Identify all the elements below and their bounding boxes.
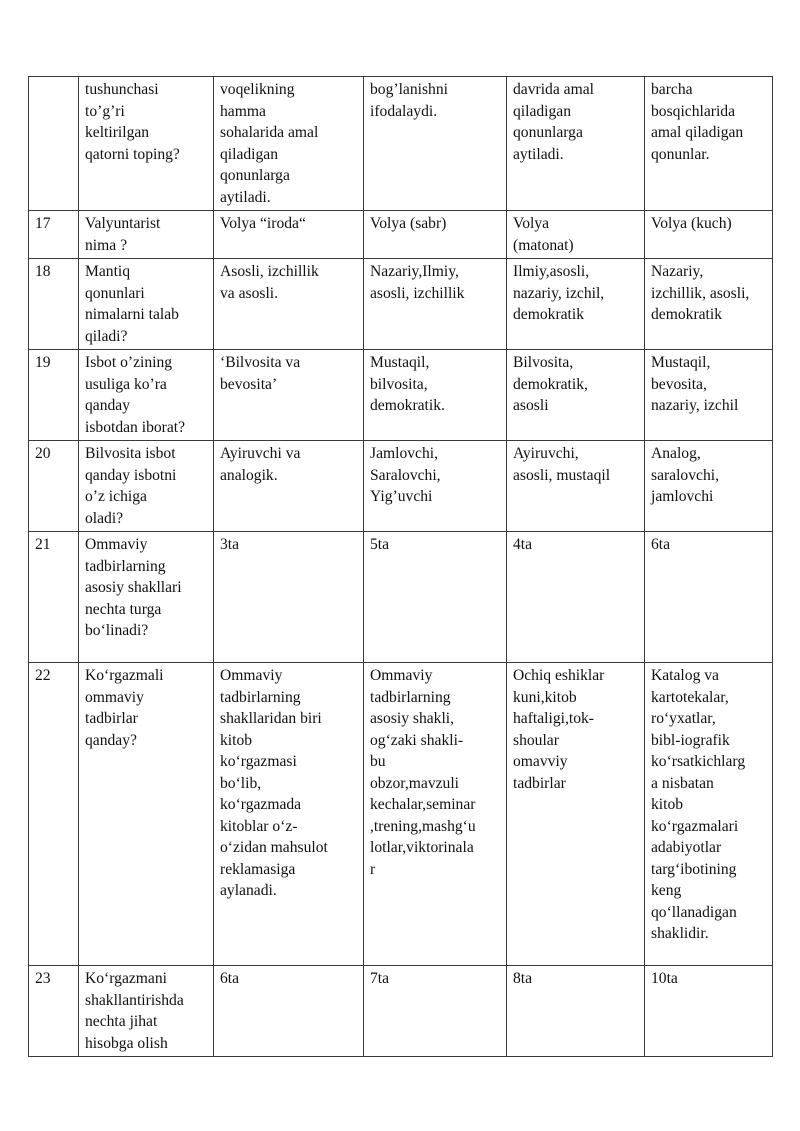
question-number: 20	[29, 441, 79, 532]
quiz-table-body	[29, 77, 773, 1057]
option-c: 4ta	[507, 532, 645, 663]
question-number: 18	[29, 259, 79, 350]
option-c: davrida amal qiladigan qonunlarga aytiladi.	[507, 77, 645, 211]
question-number: 21	[29, 532, 79, 663]
option-b: Jamlovchi, Saralovchi, Yig’uvchi	[364, 441, 507, 532]
question-text: Mantiq qonunlari nimalarni talab qiladi?	[79, 259, 214, 350]
question-number: 17	[29, 211, 79, 259]
question-number	[29, 77, 79, 211]
option-d: Katalog va kartotekalar, ro‘yxatlar, bibl-iografik ko‘rsatkichlarg a nisbatan kitob ko‘rgazmalari adabiyotlar targ‘ibotining keng qo‘llanadigan shaklidir.	[645, 663, 773, 966]
question-number: 22	[29, 663, 79, 966]
option-a: Volya “iroda“	[214, 211, 364, 259]
question-text: tushunchasi to’g’ri keltirilgan qatorni toping?	[79, 77, 214, 211]
question-text: Ko‘rgazmali ommaviy tadbirlar qanday?	[79, 663, 214, 966]
option-c: Bilvosita, demokratik, asosli	[507, 350, 645, 441]
option-d: Mustaqil, bevosita, nazariy, izchil	[645, 350, 773, 441]
option-b: Volya (sabr)	[364, 211, 507, 259]
option-a: Ommaviy tadbirlarning shakllaridan biri kitob ko‘rgazmasi bo‘lib, ko‘rgazmada kitoblar o‘z- o‘zidan mahsulot reklamasiga aylanadi.	[214, 663, 364, 966]
option-b: 7ta	[364, 966, 507, 1057]
quiz-table	[28, 76, 773, 1057]
question-text: Valyuntarist nima ?	[79, 211, 214, 259]
option-b: Ommaviy tadbirlarning asosiy shakli, og‘zaki shakli- bu obzor,mavzuli kechalar,seminar ,trening,mashg‘u lotlar,viktorinala r	[364, 663, 507, 966]
option-c: 8ta	[507, 966, 645, 1057]
option-c: Volya (matonat)	[507, 211, 645, 259]
option-d: 10ta	[645, 966, 773, 1057]
table-row	[29, 966, 773, 1057]
option-c: Ayiruvchi, asosli, mustaqil	[507, 441, 645, 532]
table-row	[29, 77, 773, 211]
question-text: Isbot o’zining usuliga ko’ra qanday isbotdan iborat?	[79, 350, 214, 441]
table-row	[29, 211, 773, 259]
option-c: Ochiq eshiklar kuni,kitob haftaligi,tok- shoular omavviy tadbirlar	[507, 663, 645, 966]
option-a: ‘Bilvosita va bevosita’	[214, 350, 364, 441]
option-a: Ayiruvchi va analogik.	[214, 441, 364, 532]
table-row	[29, 259, 773, 350]
option-a: 6ta	[214, 966, 364, 1057]
option-c: Ilmiy,asosli, nazariy, izchil, demokratik	[507, 259, 645, 350]
option-d: Volya (kuch)	[645, 211, 773, 259]
table-row	[29, 441, 773, 532]
option-b: Mustaqil, bilvosita, demokratik.	[364, 350, 507, 441]
option-a: voqelikning hamma sohalarida amal qiladigan qonunlarga aytiladi.	[214, 77, 364, 211]
option-d: 6ta	[645, 532, 773, 663]
question-text: Ko‘rgazmani shakllantirishda nechta jihat hisobga olish	[79, 966, 214, 1057]
option-d: barcha bosqichlarida amal qiladigan qonunlar.	[645, 77, 773, 211]
question-text: Bilvosita isbot qanday isbotni o’z ichiga oladi?	[79, 441, 214, 532]
option-b: bog’lanishni ifodalaydi.	[364, 77, 507, 211]
option-d: Analog, saralovchi, jamlovchi	[645, 441, 773, 532]
question-number: 23	[29, 966, 79, 1057]
option-a: Asosli, izchillik va asosli.	[214, 259, 364, 350]
table-row	[29, 663, 773, 966]
option-b: 5ta	[364, 532, 507, 663]
option-b: Nazariy,Ilmiy, asosli, izchillik	[364, 259, 507, 350]
option-d: Nazariy, izchillik, asosli, demokratik	[645, 259, 773, 350]
question-number: 19	[29, 350, 79, 441]
option-a: 3ta	[214, 532, 364, 663]
table-row	[29, 350, 773, 441]
question-text: Ommaviy tadbirlarning asosiy shakllari nechta turga bo‘linadi?	[79, 532, 214, 663]
table-row	[29, 532, 773, 663]
